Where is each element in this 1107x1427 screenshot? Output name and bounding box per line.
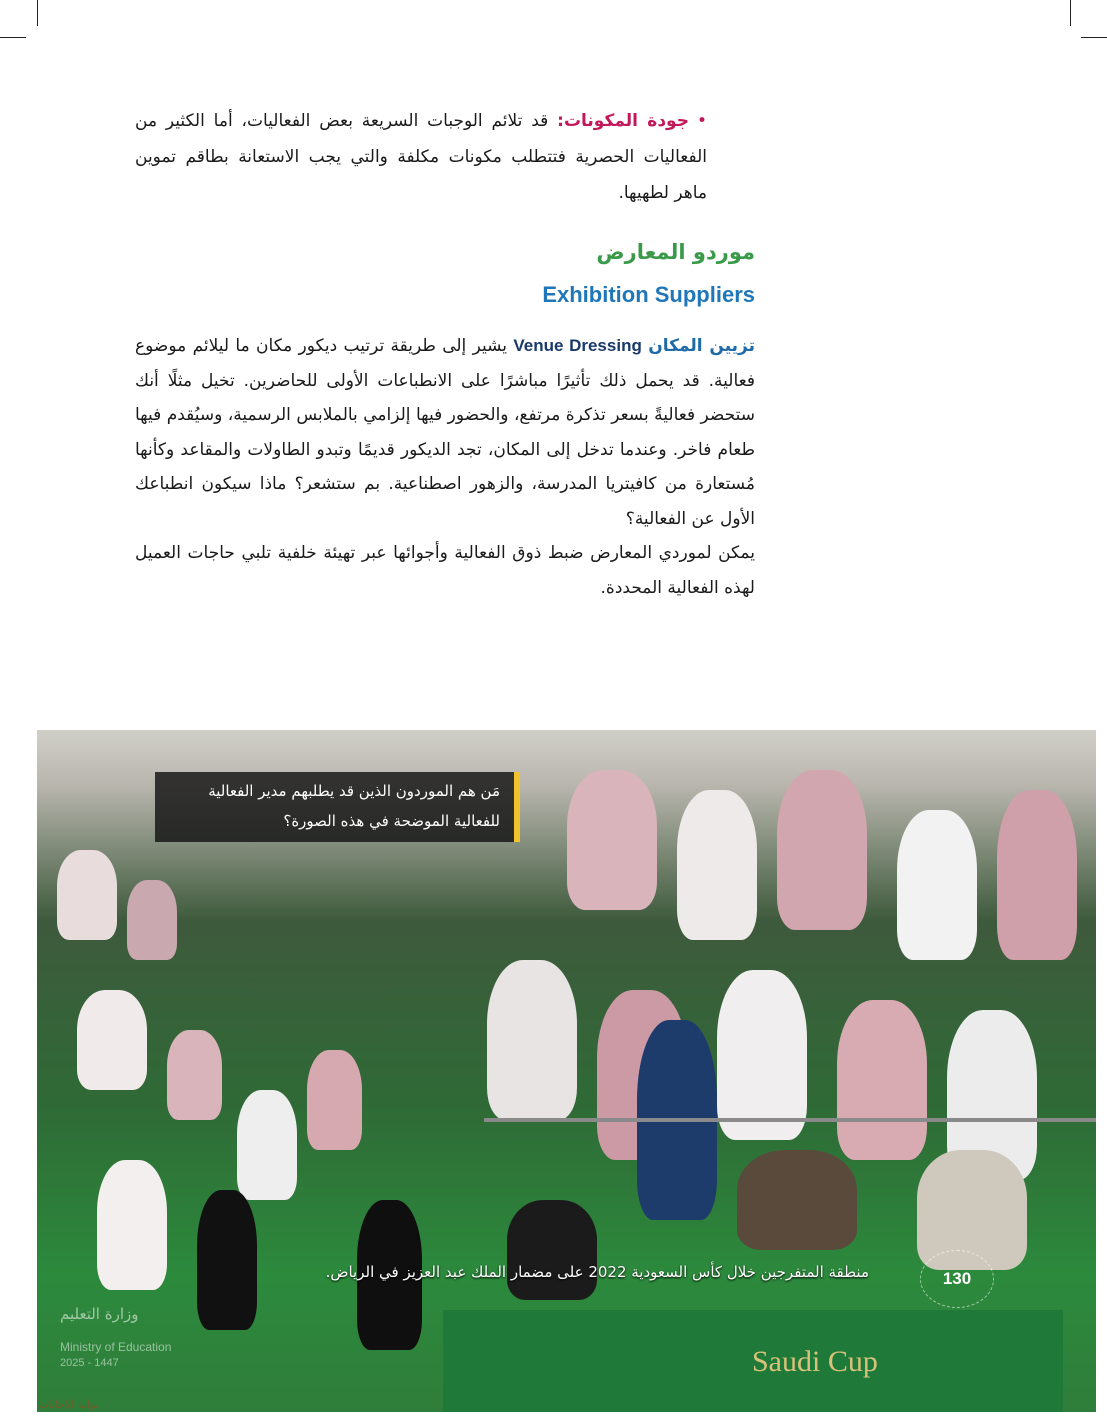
- crop-mark: [0, 37, 26, 38]
- venue-dressing-paragraph: [135, 329, 755, 605]
- ingredients-bullet: [135, 103, 707, 211]
- question-box: مَن هم الموردون الذين قد يطلبهم مدير الفعالية للفعالية الموضحة في هذه الصورة؟: [155, 772, 520, 842]
- crop-mark: [1081, 37, 1107, 38]
- body-text-2: يمكن لموردي المعارض ضبط ذوق الفعالية وأجوائها عبر تهيئة خلفية تلبي حاجات العميل لهذه الفعالية المحددة.: [135, 543, 755, 598]
- watermark: بوابة الإجابات: [38, 1398, 99, 1411]
- ministry-name-en: Ministry of Education: [60, 1340, 172, 1354]
- ministry-year: 2025 - 1447: [60, 1357, 119, 1369]
- bullet-icon: •: [696, 111, 707, 131]
- photo-caption: منطقة المتفرجين خلال كأس السعودية 2022 على مضمار الملك عبد العزيز في الرياض.: [325, 1263, 869, 1281]
- railing: [484, 1118, 1096, 1122]
- section-title-ar: موردو المعارض: [596, 240, 755, 264]
- term-ar: تزيين المكان: [648, 336, 755, 356]
- page-number: 130: [920, 1250, 994, 1308]
- crop-mark: [37, 0, 38, 26]
- ministry-logo: وزارة التعليم: [60, 1305, 139, 1323]
- saudi-cup-logo: Saudi Cup: [752, 1345, 878, 1378]
- term-en: Venue Dressing: [513, 336, 642, 355]
- body-text-1: يشير إلى طريقة ترتيب ديكور مكان ما ليلائم موضوع فعالية. قد يحمل ذلك تأثيرًا مباشرًا على الانطباعات الأولى للحاضرين. تخيل مثلًا أنك ستحضر فعاليةً بسعر تذكرة مرتفع، والحضور فيها إلزامي بالملابس الرسمية، وسيُقدم فيها طعام فاخر. وعندما تدخل إلى المكان، تجد الديكور قديمًا وتبدو الطاولات والمقاعد وكأنها مُستعارة من كافيتريا المدرسة، والزهور اصطناعية. بم ستشعر؟ ماذا سيكون انطباعك الأول عن الفعالية؟: [135, 336, 755, 529]
- crop-mark: [1070, 0, 1071, 26]
- bullet-term: جودة المكونات:: [557, 111, 689, 131]
- section-title-en: Exhibition Suppliers: [542, 282, 755, 307]
- bullet-text: قد تلائم الوجبات السريعة بعض الفعاليات، أما الكثير من الفعاليات الحصرية فتتطلب مكونات مكلفة والتي يجب الاستعانة بطاقم تموين ماهر لطهيها.: [135, 111, 707, 203]
